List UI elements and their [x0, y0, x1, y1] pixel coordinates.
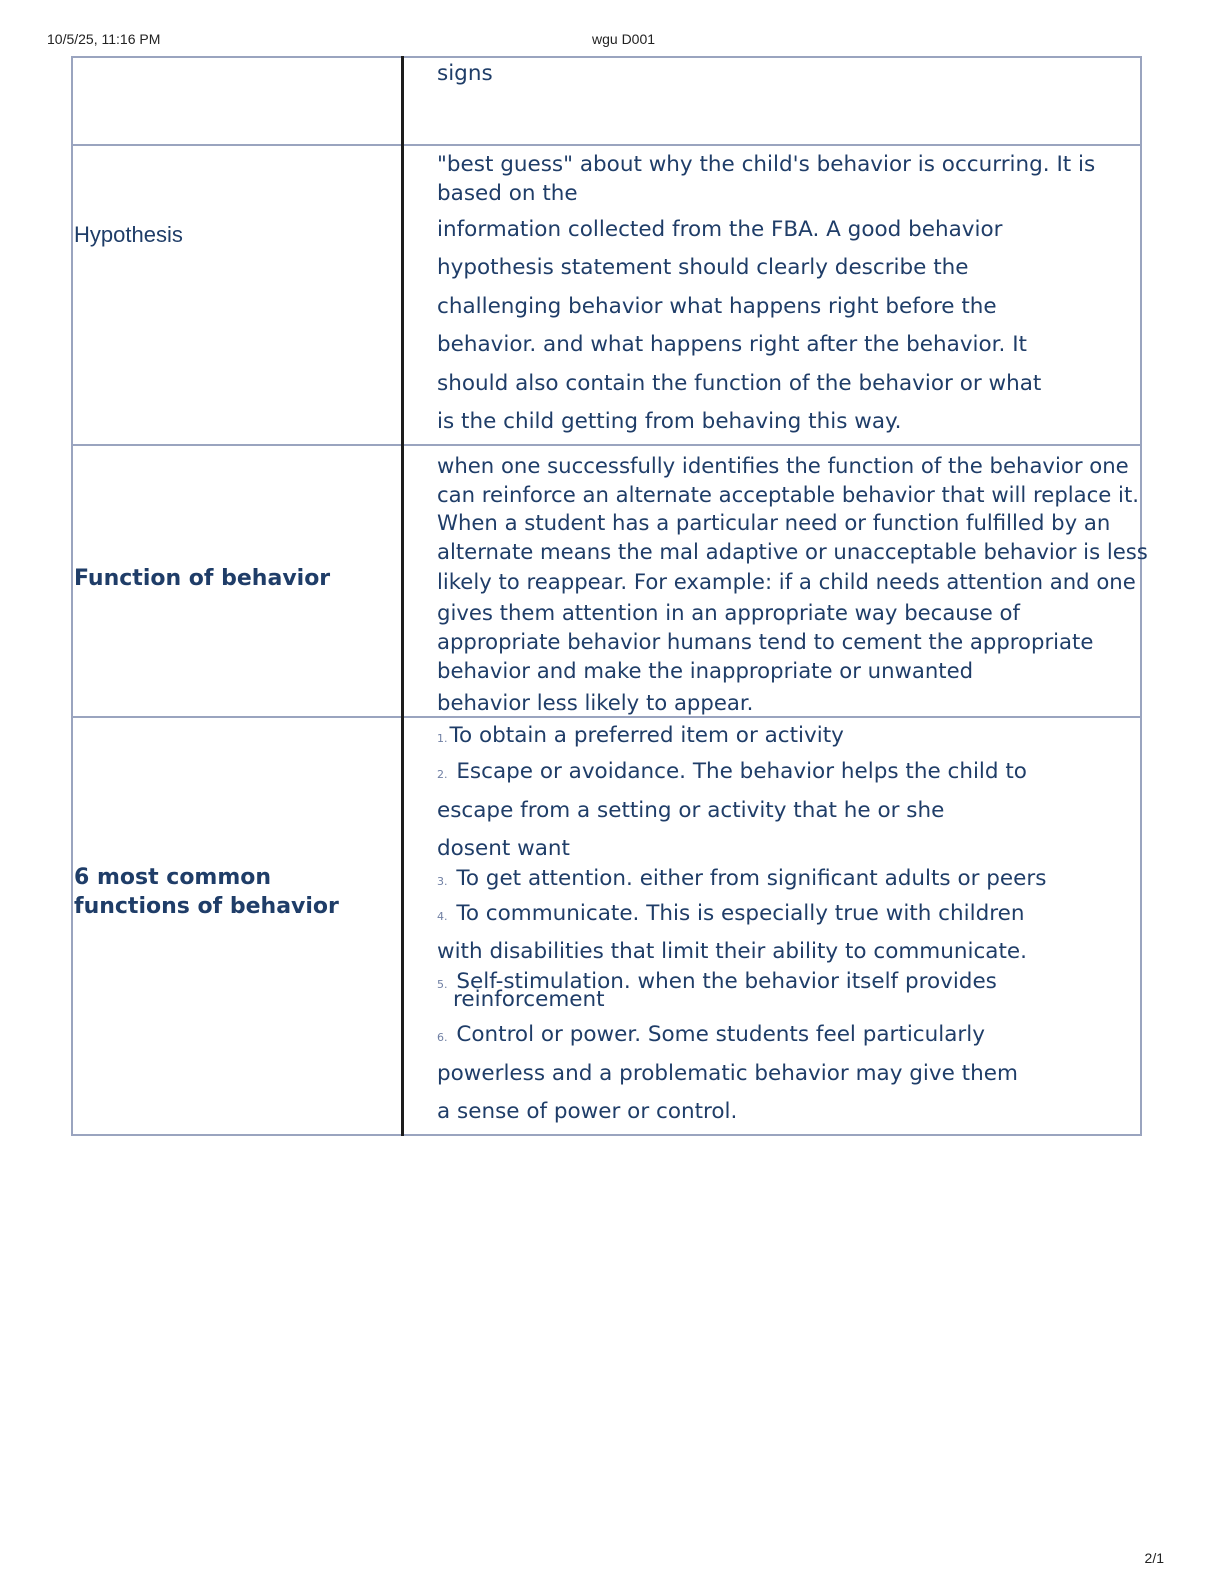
definition-line: behavior. and what happens right after the behavior. It	[437, 332, 1027, 357]
table-border-left	[71, 56, 73, 1136]
term-label-line: functions of behavior	[74, 894, 339, 919]
list-number: 4.	[437, 910, 448, 923]
definition-line: likely to reappear. For example: if a child needs attention and one	[437, 569, 1136, 594]
print-datetime: 10/5/25, 11:16 PM	[47, 31, 161, 47]
list-item-text: Escape or avoidance. The behavior helps the child to	[456, 759, 1027, 784]
definition-line: based on the	[437, 181, 578, 206]
list-number: 1.	[437, 732, 448, 745]
definition-line: When a student has a particular need or function fulfilled by an	[437, 510, 1111, 535]
definition-line: hypothesis statement should clearly describe the	[437, 255, 969, 280]
row-divider	[72, 716, 1141, 718]
list-item	[437, 723, 844, 748]
list-item-continuation: a sense of power or control.	[437, 1099, 738, 1124]
list-number: 6.	[437, 1031, 448, 1044]
definition-line: behavior and make the inappropriate or unwanted	[437, 658, 974, 683]
term-label: Function of behavior	[74, 566, 331, 591]
list-item-text: To communicate. This is especially true with children	[456, 901, 1025, 926]
definition-line: behavior less likely to appear.	[437, 690, 754, 715]
page-number: 2/1	[1144, 1550, 1164, 1566]
list-item-continuation: reinforcement	[453, 987, 605, 1012]
table-border-top	[72, 56, 1141, 58]
table-border-right	[1140, 56, 1142, 1136]
definition-line: gives them attention in an appropriate way because of	[437, 600, 1020, 625]
list-item-text: To obtain a preferred item or activity	[449, 723, 844, 748]
list-item-continuation: powerless and a problematic behavior may give them	[437, 1061, 1018, 1086]
list-item-text: Control or power. Some students feel particularly	[456, 1022, 985, 1047]
column-divider	[401, 56, 404, 1136]
list-item-continuation: escape from a setting or activity that he or she	[437, 798, 945, 823]
term-label	[74, 863, 339, 921]
list-number: 2.	[437, 768, 448, 781]
list-item-continuation: with disabilities that limit their ability to communicate.	[437, 939, 1027, 964]
definition-line: is the child getting from behaving this way.	[437, 409, 902, 434]
definition-line: when one successfully identifies the function of the behavior one	[437, 453, 1129, 478]
definition-line: "best guess" about why the child's behavior is occurring. It is	[437, 152, 1096, 177]
list-item-text: To get attention. either from significant adults or peers	[456, 866, 1047, 891]
list-item-continuation: dosent want	[437, 836, 570, 861]
definition-line: should also contain the function of the behavior or what	[437, 371, 1042, 396]
list-item	[437, 901, 1024, 926]
definition-line: appropriate behavior humans tend to cement the appropriate	[437, 629, 1094, 654]
document-title: wgu D001	[592, 31, 656, 47]
definition-line: signs	[437, 61, 493, 86]
list-item	[437, 1022, 985, 1047]
definition-line: information collected from the FBA. A good behavior	[437, 217, 1003, 242]
list-number: 5.	[437, 978, 448, 991]
table-border-bottom	[72, 1134, 1141, 1136]
list-item	[437, 759, 1027, 784]
term-label: Hypothesis	[74, 222, 183, 247]
row-divider	[72, 144, 1141, 146]
list-item-text: Self-stimulation. when the behavior itself provides	[456, 969, 997, 994]
definition-line: can reinforce an alternate acceptable behavior that will replace it.	[437, 482, 1139, 507]
list-item	[437, 866, 1046, 891]
term-label-line: 6 most common	[74, 865, 272, 890]
definition-line: challenging behavior what happens right before the	[437, 294, 997, 319]
definition-line: alternate means the mal adaptive or unacceptable behavior is less	[437, 539, 1148, 564]
list-number: 3.	[437, 875, 448, 888]
row-divider	[72, 444, 1141, 446]
